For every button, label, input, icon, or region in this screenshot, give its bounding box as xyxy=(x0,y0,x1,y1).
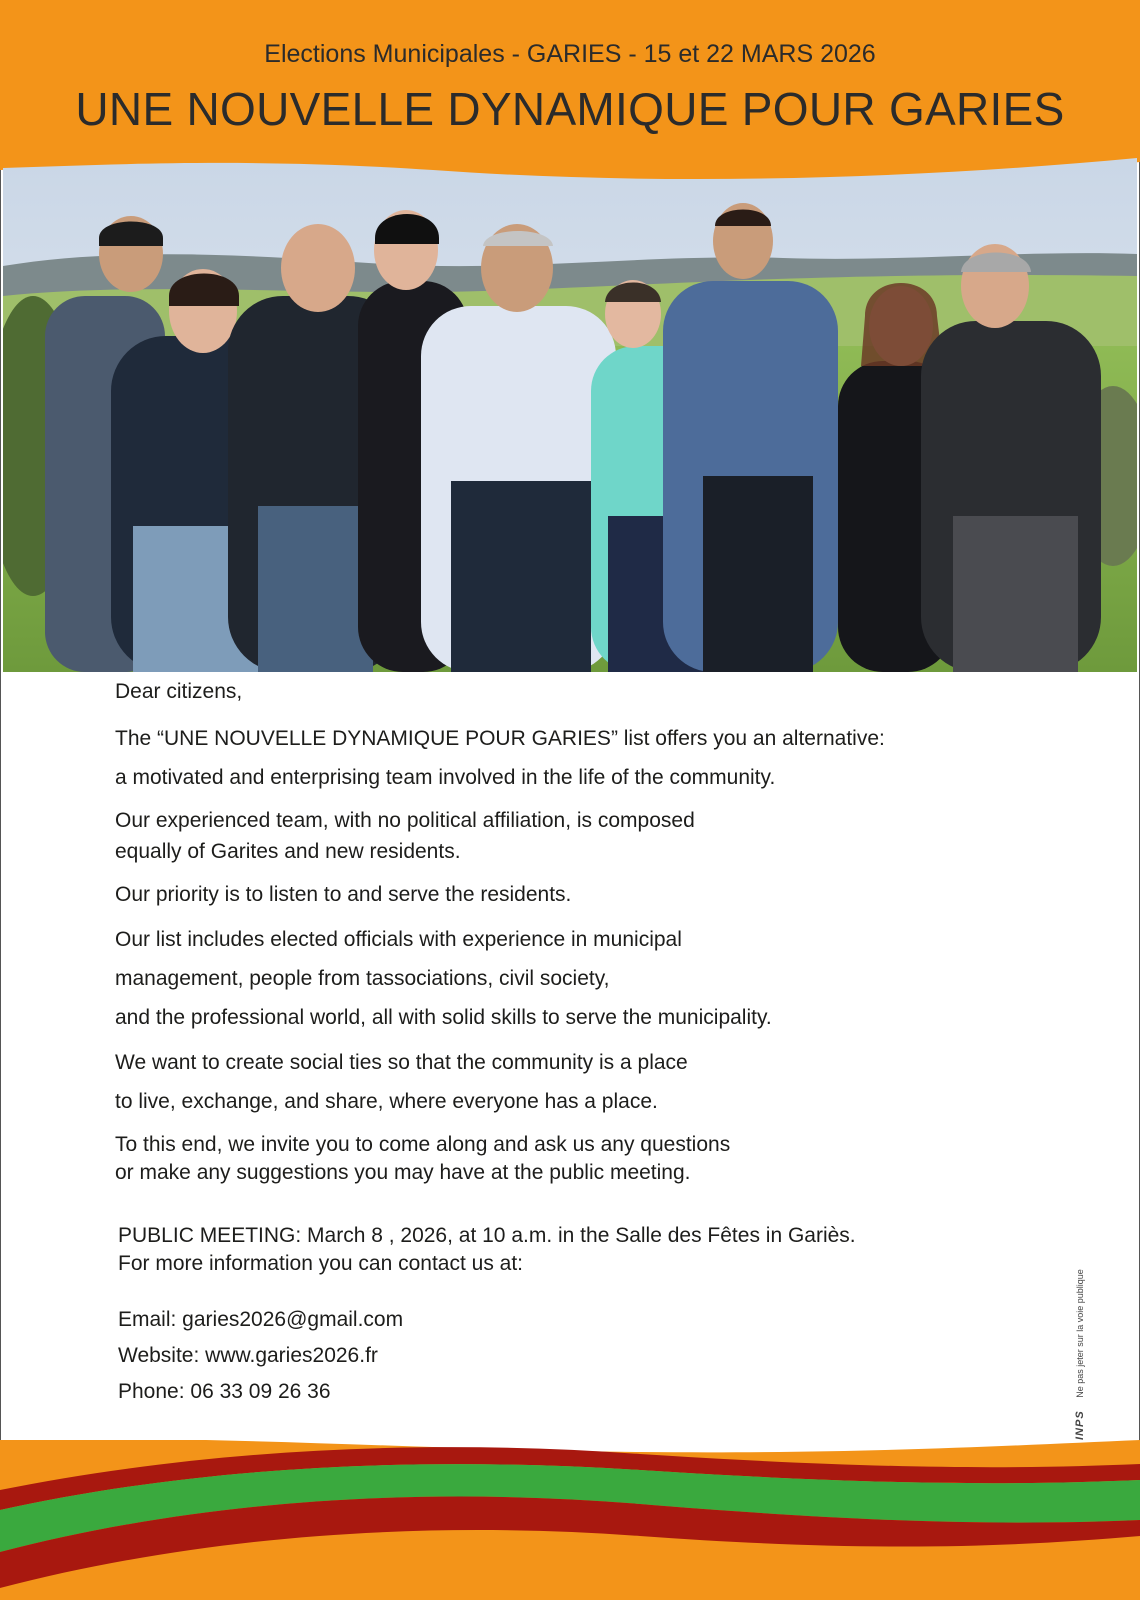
contact-phone[interactable]: Phone: 06 33 09 26 36 xyxy=(118,1380,331,1403)
contact-website[interactable]: Website: www.garies2026.fr xyxy=(118,1344,378,1367)
printer-mark: INPS xyxy=(1074,1410,1086,1440)
footer-waves xyxy=(0,1440,1140,1600)
paragraph-5-line-1: We want to create social ties so that the community is a place xyxy=(115,1051,688,1074)
paragraph-2-line-2: equally of Garites and new residents. xyxy=(115,840,461,863)
paragraph-6-line-2: or make any suggestions you may have at the public meeting. xyxy=(115,1161,691,1184)
contact-block xyxy=(118,1222,1038,1410)
paragraph-6-line-1: To this end, we invite you to come along and ask us any questions xyxy=(115,1133,731,1156)
paragraph-5-line-2: to live, exchange, and share, where everyone has a place. xyxy=(115,1090,658,1113)
paragraph-4-line-2: management, people from tassociations, civil society, xyxy=(115,967,610,990)
paragraph-4-line-3: and the professional world, all with solid skills to serve the municipality. xyxy=(115,1006,772,1029)
election-subtitle: Elections Municipales - GARIES - 15 et 22 MARS 2026 xyxy=(264,40,876,68)
paragraph-3: Our priority is to listen to and serve the residents. xyxy=(115,883,572,906)
disposal-notice: Ne pas jeter sur la voie publique xyxy=(1075,1269,1085,1398)
paragraph-1-line-1: The “UNE NOUVELLE DYNAMIQUE POUR GARIES” list offers you an alternative: xyxy=(115,727,885,750)
paragraph-4-line-1: Our list includes elected officials with experience in municipal xyxy=(115,928,682,951)
paragraph-2-line-1: Our experienced team, with no political affiliation, is composed xyxy=(115,809,695,832)
letter-body xyxy=(115,676,1075,1187)
greeting: Dear citizens, xyxy=(115,680,243,703)
paragraph-1-line-2: a motivated and enterprising team involved in the life of the community. xyxy=(115,766,776,789)
public-meeting: PUBLIC MEETING: March 8 , 2026, at 10 a.m. in the Salle des Fêtes in Gariès. xyxy=(118,1224,856,1247)
list-title: UNE NOUVELLE DYNAMIQUE POUR GARIES xyxy=(75,83,1065,135)
team-group-photo xyxy=(3,146,1137,672)
contact-intro: For more information you can contact us at: xyxy=(118,1252,524,1275)
contact-email[interactable]: Email: garies2026@gmail.com xyxy=(118,1308,404,1331)
legal-notice xyxy=(1068,1240,1086,1440)
